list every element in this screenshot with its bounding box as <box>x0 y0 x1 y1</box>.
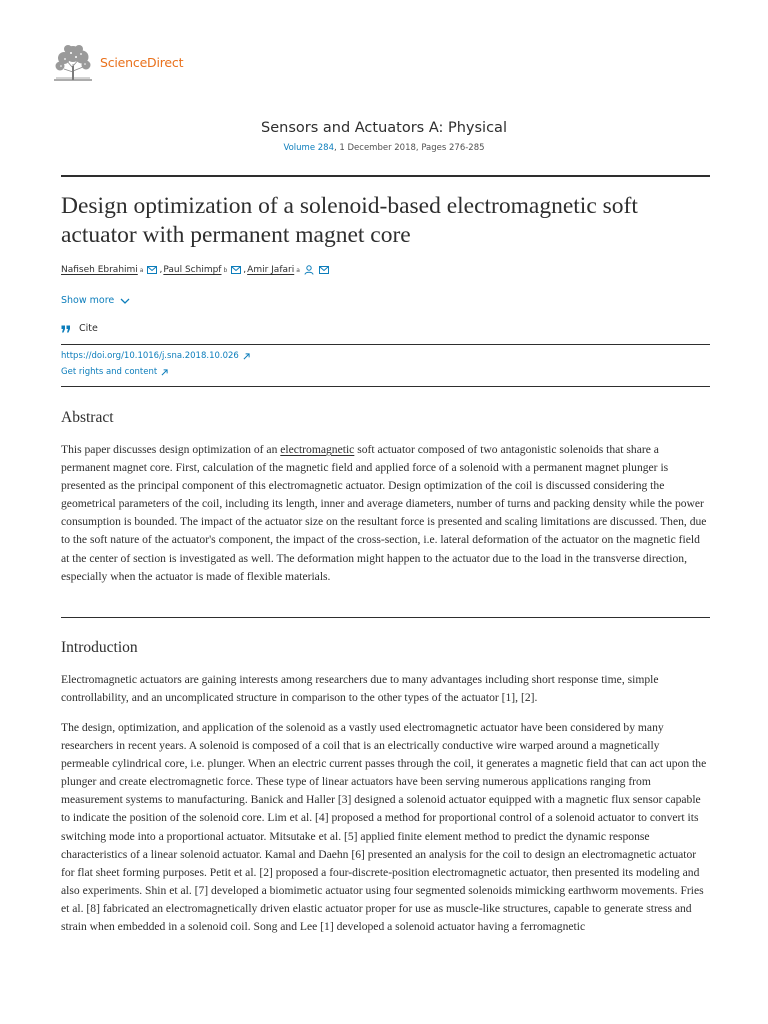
affiliation-marker[interactable]: a <box>296 266 300 274</box>
introduction-heading: Introduction <box>61 639 138 656</box>
show-more-button[interactable] <box>61 295 130 306</box>
intro-paragraph-2: The design, optimization, and application of the solenoid as a vastly used electromagnetic actuator have been considered by many researchers in recent years. A solenoid is composed of a coil that is an electrically conductive wire warped around a magnetically permeable cylindrical core, i.e. plunger. When an electric current passes through the coil, it generates a magnetic field that can act upon the plunger and create electromagnetic force. These type of linear actuators have been serving numerous applications ranging from measurement systems to manufacturing. Banick and Haller [3] designed a solenoid actuator equipped with a magnetic flux sensor capable to indicate the position of the solenoid core. Lim et al. [4] proposed a method for proportional control of a solenoid actuator to convert its switching mode into a proportional actuator. Mitsutake et al. [5] applied finite element method to predict the dynamic response characteristics of a linear solenoid actuator. Kamal and Daehn [6] presented an analysis for the coil to design an electromagnetic actuator for flat sheet forming purposes. Petit et al. [2] proposed a four-discrete-position electromagnetic actuator, then presented its modeling and also experiments. Shin et al. [7] developed a biomimetic actuator using four segmented solenoids mimicking earthworm movements. Fries et al. [8] fabricated an electromagnetically driven elastic actuator proper for use as muscle-like structures, capable to generate stress and strain when embedded in a solenoid coil. Song and Lee [1] developed a solenoid actuator having a ferromagnetic <box>61 721 707 934</box>
article-title: Design optimization of a solenoid-based electromagnetic soft actuator with permanent magnet core <box>61 193 638 248</box>
divider <box>61 344 710 345</box>
journal-name[interactable]: Sensors and Actuators A: Physical <box>261 120 507 136</box>
affiliation-marker[interactable]: a <box>139 266 144 274</box>
elsevier-tree-logo-icon[interactable] <box>50 42 96 82</box>
author-name[interactable]: Nafiseh Ebrahimi <box>61 265 138 275</box>
divider <box>61 617 710 618</box>
volume-link[interactable]: Volume 284 <box>283 143 334 153</box>
intro-paragraph-1: Electromagnetic actuators are gaining interests among researchers due to many advantages including short response time, simple controllability, and an uncomplicated structure in comparison to the other types of the actuator [1], [2]. <box>61 673 659 705</box>
author-name[interactable]: Amir Jafari <box>247 265 295 275</box>
doi-link[interactable] <box>61 351 250 361</box>
chevron-down-icon <box>120 298 130 304</box>
divider <box>61 386 710 387</box>
author-separator: , <box>159 265 163 275</box>
author-list <box>61 265 330 275</box>
show-more-label: Show more <box>61 295 115 306</box>
envelope-icon[interactable] <box>319 266 329 274</box>
rights-link[interactable] <box>61 367 168 377</box>
author-name[interactable]: Paul Schimpf <box>163 265 222 275</box>
quote-icon <box>61 325 71 333</box>
title-divider <box>61 175 710 177</box>
issue-date-pages: , 1 December 2018, Pages 276-285 <box>333 143 485 153</box>
envelope-icon[interactable] <box>231 266 241 274</box>
rights-text: Get rights and content <box>61 367 158 377</box>
electromagnetic-topic-link[interactable]: electromagnetic <box>280 443 355 456</box>
doi-text: https://doi.org/10.1016/j.sna.2018.10.026 <box>61 351 239 361</box>
cite-label: Cite <box>79 323 98 334</box>
envelope-icon[interactable] <box>147 266 157 274</box>
external-link-icon <box>243 353 250 360</box>
abstract-pre: This paper discusses design optimization of an <box>61 443 281 456</box>
abstract-text <box>61 441 709 586</box>
author-separator: , <box>243 265 247 275</box>
site-header <box>50 40 183 84</box>
person-icon[interactable] <box>304 265 314 275</box>
cite-button[interactable] <box>61 323 98 334</box>
sciencedirect-logo-text[interactable]: ScienceDirect <box>100 54 184 70</box>
abstract-post: soft actuator composed of two antagonistic solenoids that share a permanent magnet core. First, calculation of the magnetic field and applied force of a solenoid with a permanent magnet plunger is presented as the principal component of this electromagnetic actuator. Design optimization of the coil is discussed considering the geometrical parameters of the coil, including its length, inner and average diameters, number of turns and packing density while the power consumption is bounded. The impact of the actuator size on the resultant force is presented and scaling limitations are discussed. Then, due to the soft nature of the actuator's component, the impact of the cross-section, i.e. lateral deformation of the actuator on the magnetic field at the center of section is investigated as well. The deformation might happen to the actuator due to the load in the transverse direction, especially when the actuator is made of flexible materials. <box>61 443 707 583</box>
external-link-icon <box>161 369 168 376</box>
affiliation-marker[interactable]: b <box>223 266 228 274</box>
abstract-heading: Abstract <box>61 409 114 426</box>
volume-info <box>0 143 768 153</box>
